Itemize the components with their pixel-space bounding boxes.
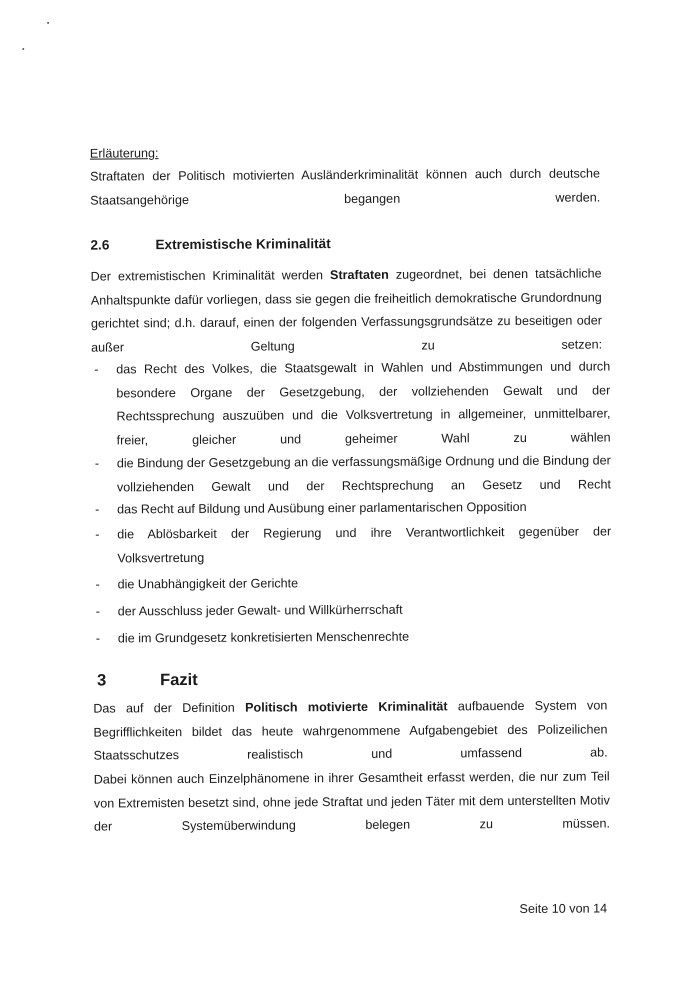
scan-speck xyxy=(22,48,24,50)
page-number: Seite 10 von 14 xyxy=(519,901,608,916)
fazit-paragraph-2: Dabei können auch Einzelphänomene in ihrer Gesamtheit erfasst werden, die nur zum Teil von Extremisten besetzt sind, ohne jede Straftat und jeden Täter mit dem unterstellten Motiv der Systemüberwindung belegen zu müssen. xyxy=(93,769,611,834)
scan-speck xyxy=(47,22,49,24)
list-item: - die im Grundgesetz konkretisierten Menschenrechte xyxy=(95,629,410,646)
section-2-6-intro: Der extremistischen Kriminalität werden Straftaten zugeordnet, bei denen tatsächliche Anhaltspunkte dafür vorliegen, dass sie gegen die freiheitlich demokratische Grundordnung gerichtet sind; d.h. darauf, einen der folgenden Verfassungsgrundsätze zu beseitigen oder außer Geltung zu setzen: xyxy=(90,266,603,355)
list-item: - das Recht auf Bildung und Ausübung einer parlamentarischen Opposition xyxy=(95,499,527,517)
explanation-label: Erläuterung: xyxy=(89,146,159,161)
explanation-text: Straftaten der Politisch motivierten Ausländerkriminalität können auch durch deutsche Staatsangehörige begangen werden. xyxy=(90,166,601,208)
section-heading-2-6: 2.6 Extremistische Kriminalität xyxy=(90,236,331,253)
fazit-paragraph-1: Das auf der Definition Politisch motivierte Kriminalität aufbauende System von Begrifflichkeiten bildet das heute wahrgenommene Aufgabengebiet des Polizeilichen Staatsschutzes realistisch und umfassend ab. xyxy=(93,698,608,763)
list-item: - die Bindung der Gesetzgebung an die verfassungsmäßige Ordnung und die Bindung der vollziehenden Gewalt und der Rechtsprechung an Gesetz und Recht xyxy=(94,453,611,494)
list-item: - die Ablösbarkeit der Regierung und ihre Verantwortlichkeit gegenüber der Volksvertretung xyxy=(95,524,612,565)
list-item: - die Unabhängigkeit der Gerichte xyxy=(95,576,299,592)
list-item: - der Ausschluss jeder Gewalt- und Willkürherrschaft xyxy=(95,602,403,619)
section-heading-3: 3 Fazit xyxy=(97,670,198,690)
list-item: - das Recht des Volkes, die Staatsgewalt in Wahlen und Abstimmungen und durch besondere Organe der Gesetzgebung, der vollziehenden Gewalt und der Rechtssprechung auszuüben und die Volksvertretung in allgemeiner, unmittelbarer, freier, gleicher und geheimer Wahl zu wählen xyxy=(94,359,611,447)
